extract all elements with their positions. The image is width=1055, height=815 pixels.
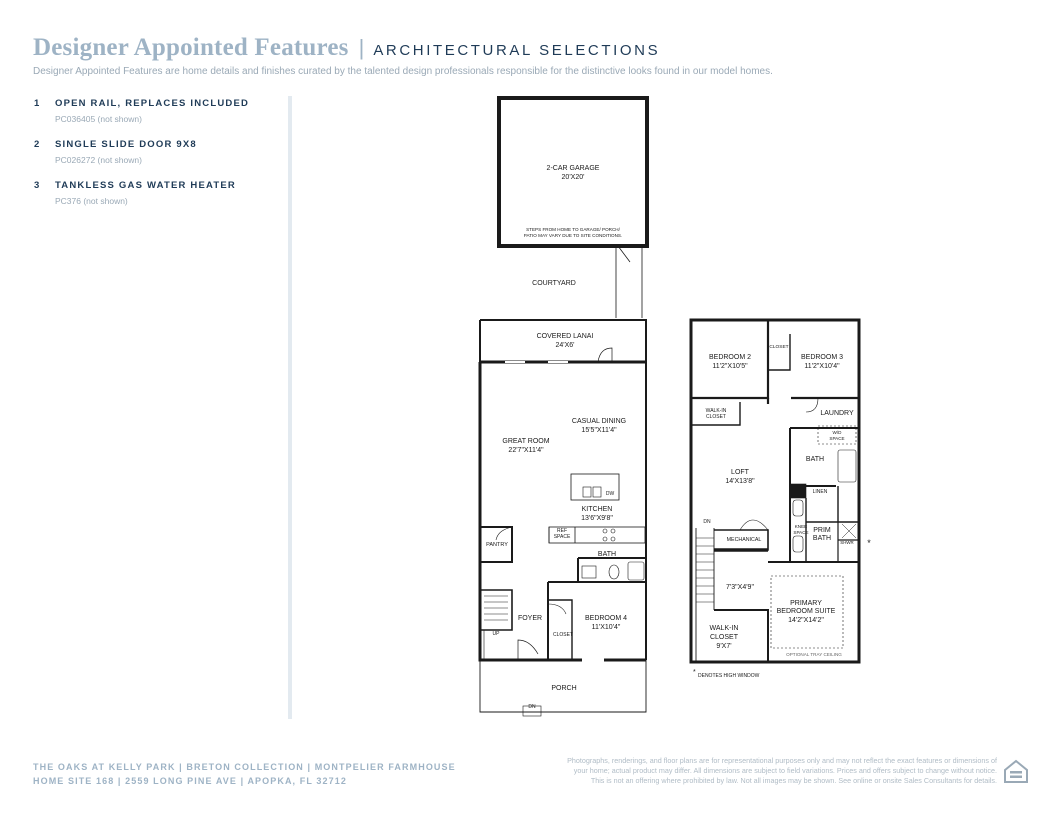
- shower-label: SHWR: [840, 540, 854, 545]
- garage-note: PATIO MAY VARY DUE TO SITE CONDITIONS.: [523, 233, 623, 238]
- ref-label: REF: [557, 528, 567, 534]
- feature-code: PC376 (not shown): [55, 196, 128, 206]
- loft-dim: 14'X13'8": [725, 478, 755, 485]
- feature-list: [34, 98, 284, 221]
- kitchen-dim: 13'6"X9'8": [581, 515, 613, 522]
- porch-label: PORCH: [551, 685, 577, 692]
- high-window-mark: *: [693, 669, 696, 676]
- prim-bath-label: BATH: [812, 535, 832, 542]
- page-subtitle: ARCHITECTURAL SELECTIONS: [373, 42, 661, 59]
- feature-number: 2: [34, 139, 40, 150]
- loft-label: LOFT: [731, 469, 749, 476]
- footer-address: [33, 760, 456, 788]
- primary-bedroom-dim: 14'2"X14'2": [788, 617, 824, 624]
- porch-stairs-label: DN: [528, 704, 536, 710]
- dishwasher-label: DW: [605, 491, 615, 497]
- walkin-closet-label: CLOSET: [709, 634, 739, 641]
- bedroom3-dim: 11'2"X10'4": [804, 363, 840, 370]
- walkin-closet-label: WALK-IN: [709, 625, 739, 632]
- high-window-mark: *: [867, 538, 871, 548]
- bedroom2-dim: 11'2"X10'5": [712, 363, 748, 370]
- foyer-label: FOYER: [517, 615, 543, 622]
- closet-label: CLOSET: [552, 632, 574, 638]
- walkin-closet-label: WALK-IN: [705, 408, 727, 414]
- closet-label: CLOSET: [769, 345, 789, 350]
- bedroom4-dim: 11'X10'4": [591, 624, 621, 631]
- disclaimer-line: your home; actual product may differ. All dimensions are subject to field variations. Prices and offers subject to change without notice.: [573, 766, 997, 775]
- dining-label: CASUAL DINING: [571, 418, 627, 425]
- bedroom3-label: BEDROOM 3: [800, 354, 844, 361]
- floor-plan: [470, 90, 880, 720]
- great-room-dim: 22'7"X11'4": [508, 447, 544, 454]
- disclaimer-line: Photographs, renderings, and floor plans are for representational purposes only and may not reflect the exact features or dimensions of: [567, 756, 997, 765]
- page-description: Designer Appointed Features are home details and finishes curated by the talented design professionals responsible for the distinctive looks found in our model homes.: [33, 66, 773, 77]
- title-separator: |: [358, 35, 365, 60]
- pantry-label: PANTRY: [486, 542, 508, 548]
- dining-dim: 15'5"X11'4": [581, 427, 617, 434]
- knee-space-label: KNEE: [794, 524, 808, 529]
- page-title: Designer Appointed Features: [33, 34, 349, 61]
- feature-code: PC026272 (not shown): [55, 155, 142, 165]
- walkin-closet-label: CLOSET: [705, 414, 727, 420]
- bedroom2-label: BEDROOM 2: [708, 354, 752, 361]
- courtyard-label: COURTYARD: [532, 280, 576, 287]
- kitchen-label: KITCHEN: [581, 506, 613, 513]
- feature-item: [34, 139, 284, 165]
- stairs-down-label: DN: [703, 519, 711, 525]
- garage-label: 2-CAR GARAGE: [546, 165, 600, 172]
- header: [33, 34, 1035, 77]
- garage-walls: [499, 98, 647, 246]
- feature-code: PC036405 (not shown): [55, 114, 142, 124]
- feature-item: [34, 180, 284, 206]
- feature-name: TANKLESS GAS WATER HEATER: [55, 180, 236, 191]
- feature-number: 1: [34, 98, 40, 109]
- hall-dim: 7'3"X4'9": [726, 584, 754, 591]
- wd-label: W/D: [832, 430, 842, 435]
- linen-label: LINEN: [812, 489, 828, 495]
- lanai-label: COVERED LANAI: [536, 333, 594, 340]
- garage-note: STEPS FROM HOME TO GARAGE/ PORCH/: [526, 227, 620, 232]
- feature-item: [34, 98, 284, 124]
- high-window-note: DENOTES HIGH WINDOW: [698, 673, 760, 679]
- wd-label: SPACE: [829, 436, 845, 441]
- great-room-label: GREAT ROOM: [502, 438, 550, 445]
- knee-space-label: SPACE: [793, 530, 809, 535]
- equal-housing-opportunity-icon: [1003, 758, 1029, 784]
- bedroom4-label: BEDROOM 4: [584, 615, 628, 622]
- lanai-dim: 24'X6': [555, 342, 575, 349]
- bath-label: BATH: [597, 551, 617, 558]
- walkin-closet-dim: 9'X7': [716, 643, 732, 650]
- primary-bedroom-label: BEDROOM SUITE: [776, 608, 836, 615]
- footer-community: THE OAKS AT KELLY PARK | BRETON COLLECTION | MONTPELIER FARMHOUSE: [33, 762, 456, 772]
- ref-label: SPACE: [553, 534, 571, 540]
- disclaimer-line: This is not an offering where prohibited by law. Not all images may be shown. See online or onsite Sales Consultants for details.: [590, 776, 997, 785]
- garage-dim: 20'X20': [561, 174, 585, 181]
- mechanical-label: MECHANICAL: [726, 537, 762, 543]
- footer-homesite: HOME SITE 168 | 2559 LONG PINE AVE | APOPKA, FL 32712: [33, 776, 347, 786]
- footer-disclaimer: [517, 756, 997, 786]
- primary-bedroom-label: PRIMARY: [790, 600, 822, 607]
- feature-name: OPEN RAIL, REPLACES INCLUDED: [55, 98, 250, 109]
- title-row: [33, 34, 1035, 62]
- tray-ceiling-note: OPTIONAL TRAY CEILING: [786, 652, 842, 657]
- feature-number: 3: [34, 180, 40, 191]
- prim-bath-label: PRIM: [813, 527, 831, 534]
- divider: [288, 96, 292, 719]
- bath2-label: BATH: [805, 456, 825, 463]
- feature-name: SINGLE SLIDE DOOR 9X8: [55, 139, 197, 150]
- stairs-up-label: UP: [492, 631, 500, 637]
- laundry-label: LAUNDRY: [820, 410, 854, 417]
